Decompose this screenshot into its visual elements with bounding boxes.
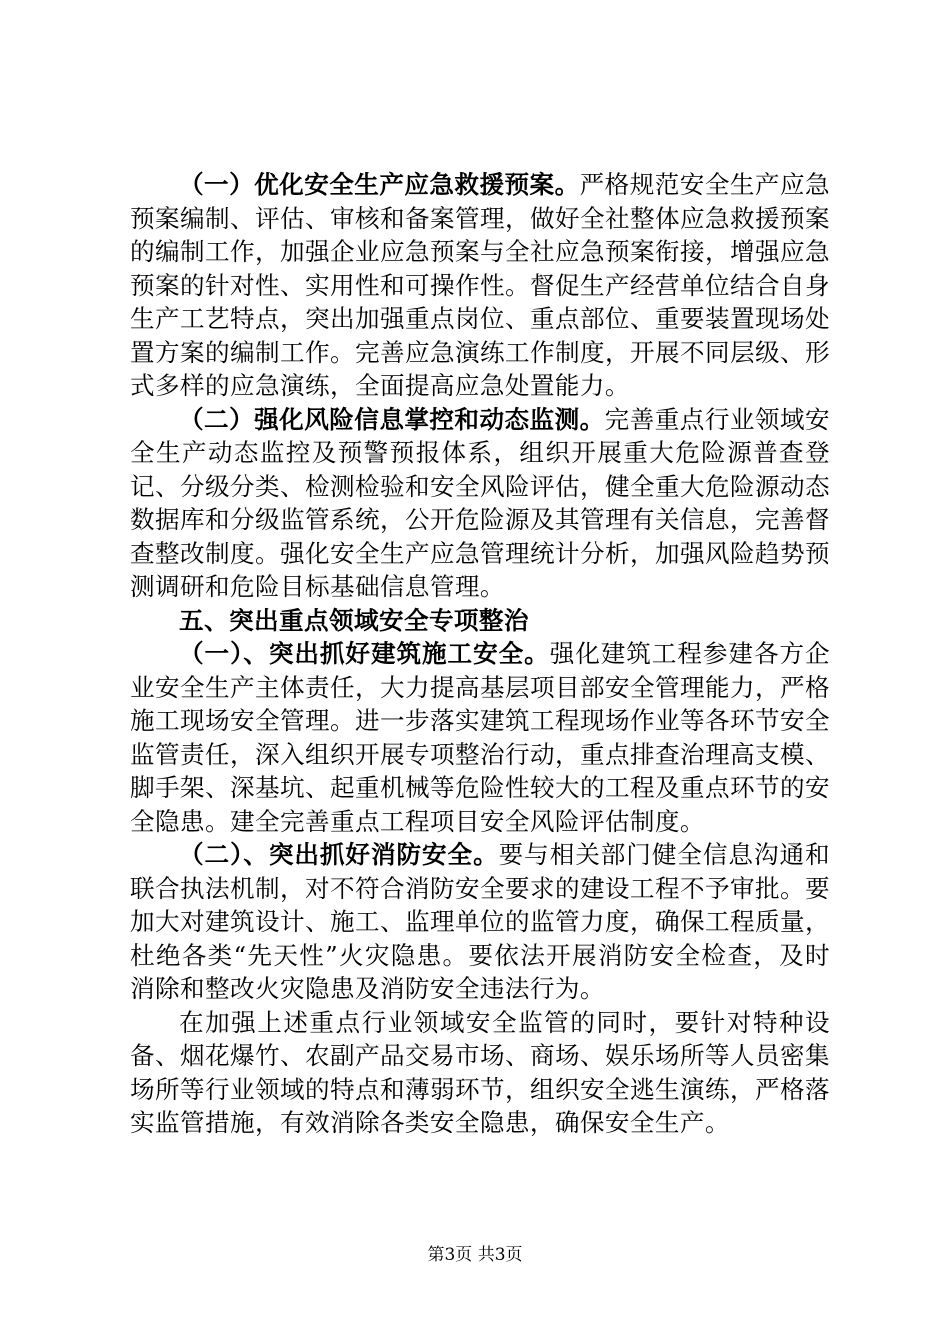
document-body: [130, 168, 830, 1140]
paragraph-risk-monitoring: [130, 403, 830, 604]
paragraph-emergency-plan: [130, 168, 830, 403]
section-heading: 五、突出重点领域安全专项整治: [179, 605, 529, 635]
paragraph-construction-safety: [130, 637, 830, 838]
paragraph-fire-safety: [130, 838, 830, 1006]
page-number-footer: 第3页 共3页: [427, 1245, 523, 1265]
paragraph-text: 完善重点行业领域安全生产动态监控及预警预报体系，组织开展重大危险源普查登记、分级分类、检测检验和安全风险评估，健全重大危险源动态数据库和分级监管系统，公开危险源及其管理有关信息，完善督查整改制度。强化安全生产应急管理统计分析，加强风险趋势预测调研和危险目标基础信息管理。: [130, 404, 830, 601]
paragraph-lead: （一）、突出抓好建筑施工安全。: [179, 639, 550, 668]
paragraph-text: 强化建筑工程参建各方企业安全生产主体责任，大力提高基层项目部安全管理能力，严格施工现场安全管理。进一步落实建筑工程现场作业等各环节安全监管责任，深入组织开展专项整治行动，重点排查治理高支模、脚手架、深基坑、起重机械等危险性较大的工程及重点环节的安全隐患。建全完善重点工程项目安全风险评估制度。: [130, 639, 831, 836]
paragraph-lead: （一）优化安全生产应急救援预案。: [179, 170, 580, 199]
paragraph-text: 严格规范安全生产应急预案编制、评估、审核和备案管理，做好全社整体应急救援预案的编制工作，加强企业应急预案与全社应急预案衔接，增强应急预案的针对性、实用性和可操作性。督促生产经营单位结合自身生产工艺特点，突出加强重点岗位、重点部位、重要装置现场处置方案的编制工作。完善应急演练工作制度，开展不同层级、形式多样的应急演练，全面提高应急处置能力。: [130, 170, 830, 400]
paragraph-text: 在加强上述重点行业领域安全监管的同时，要针对特种设备、烟花爆竹、农副产品交易市场、商场、娱乐场所等人员密集场所等行业领域的特点和薄弱环节，组织安全逃生演练，严格落实监管措施，有效消除各类安全隐患，确保安全生产。: [130, 1007, 830, 1137]
paragraph-other-sectors: [130, 1006, 830, 1140]
paragraph-lead: （二）、突出抓好消防安全。: [179, 840, 499, 869]
paragraph-text: 要与相关部门健全信息沟通和联合执法机制，对不符合消防安全要求的建设工程不予审批。要加大对建筑设计、施工、监理单位的监管力度，确保工程质量，杜绝各类“先天性”火灾隐患。要依法开展消防安全检查，及时消除和整改火灾隐患及消防安全违法行为。: [130, 840, 831, 1003]
paragraph-lead: （二）强化风险信息掌控和动态监测。: [179, 404, 605, 434]
